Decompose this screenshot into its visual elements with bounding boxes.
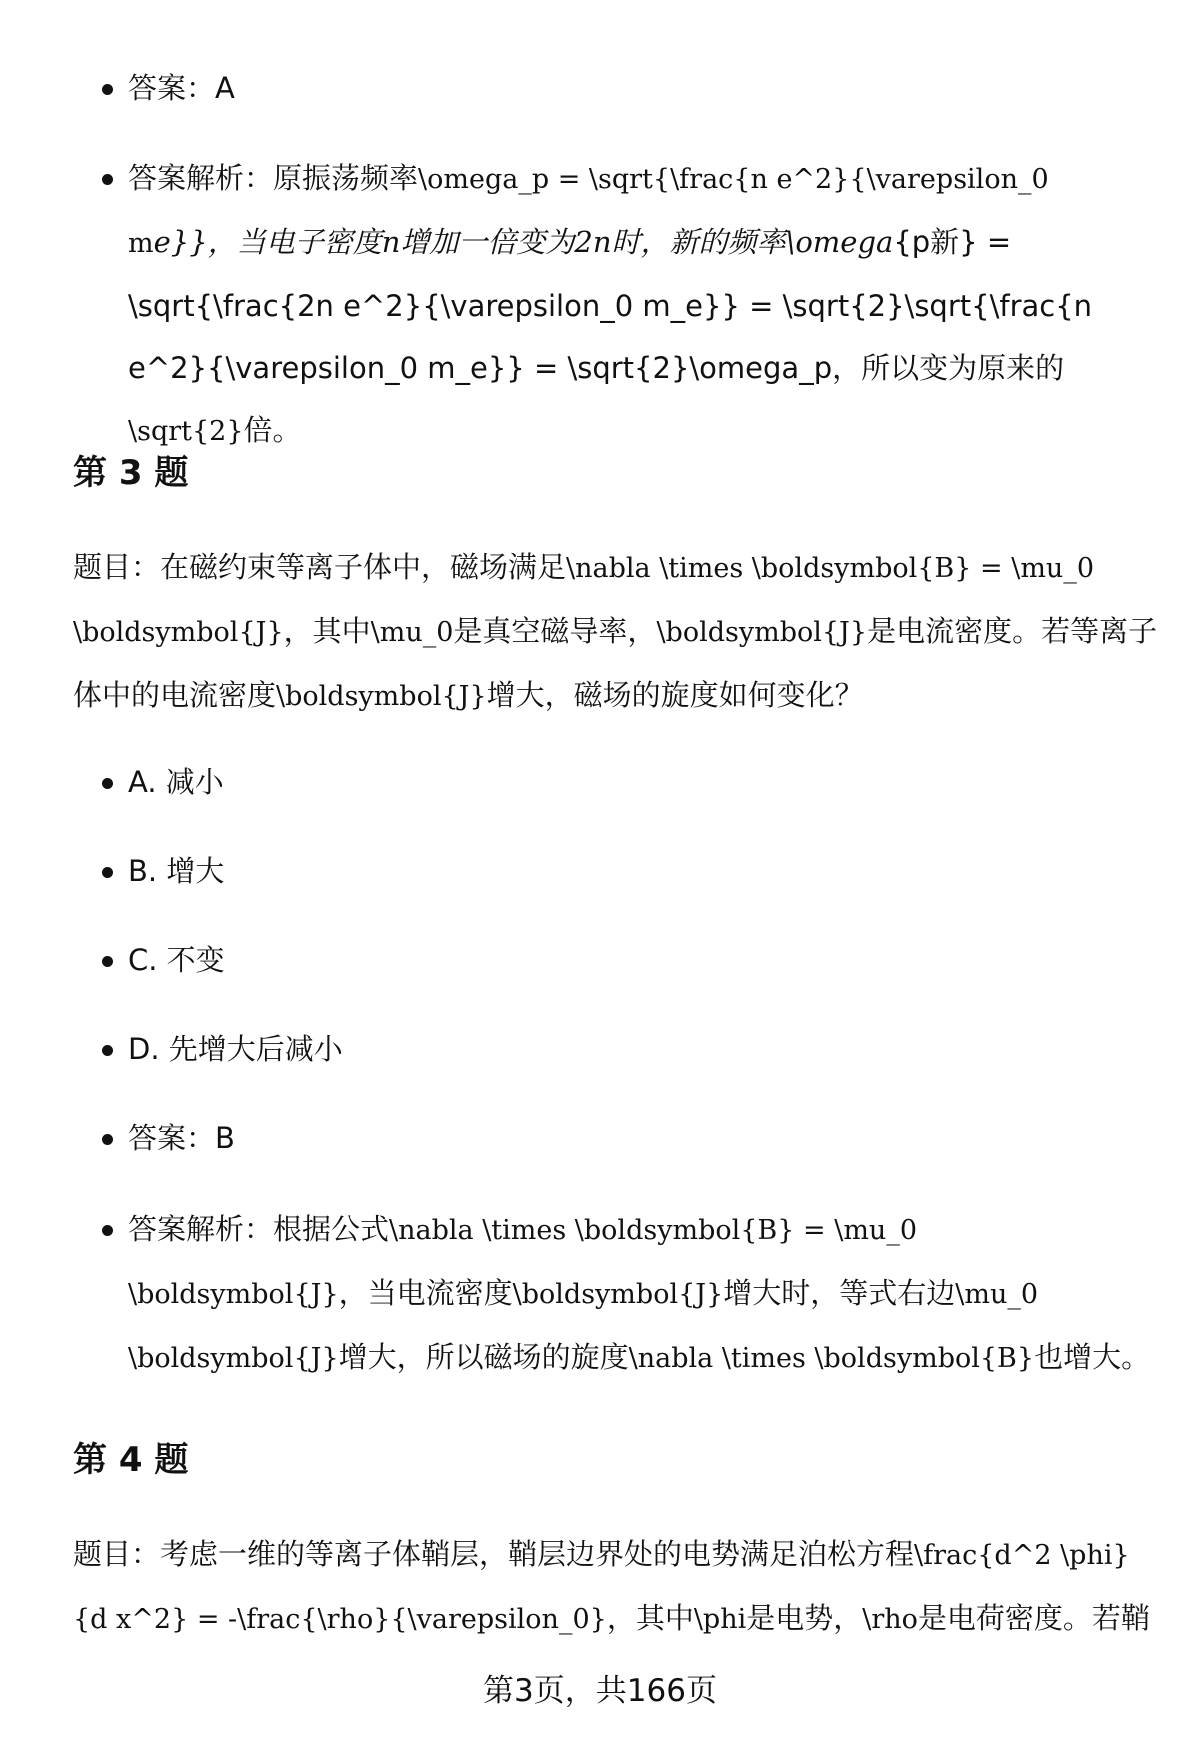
formula: \omega [785, 225, 894, 259]
analysis-text: 答案解析：根据公式 [128, 1212, 390, 1246]
option-c: C. 不变 [128, 929, 1160, 991]
formula: \sqrt{2} [128, 416, 244, 447]
q2-answer: 答案：A [128, 57, 1160, 119]
stem-text: 是电荷密度。若鞘 [917, 1601, 1150, 1635]
q3-answer: 答案：B [128, 1107, 1160, 1169]
stem-text: 是电势， [746, 1601, 863, 1635]
analysis-text: 倍。 [243, 413, 302, 447]
stem-text: ，其中 [283, 614, 371, 648]
analysis-text: 增大时，等式右边 [723, 1276, 956, 1310]
question-3-stem [73, 536, 1160, 728]
stem-text: 是真空磁导率， [453, 614, 657, 648]
stem-text: 增大，磁场的旋度如何变化？ [486, 678, 864, 712]
question-3-heading: 第 3 题 [73, 453, 189, 493]
formula: 2n [574, 225, 612, 259]
formula: n [381, 225, 401, 259]
q2-analysis [128, 147, 1160, 463]
option-a: A. 减小 [128, 751, 1160, 813]
q3-analysis [128, 1198, 1160, 1390]
question-4-stem [73, 1523, 1160, 1651]
analysis-text: 增加一倍变为 [400, 225, 575, 259]
stem-text: 题目：考虑一维的等离子体鞘层，鞘层边界处的电势满足泊松方程 [73, 1537, 915, 1571]
analysis-text: {p新} = \sqrt{\frac{2n e^2}{\varepsilon_0 m_e}} = \sqrt{2}\sqrt{\frac{n e^2}{\varepsilon_0 m_e}} = \sqrt{2}\omega_p，所以变为原来的 [128, 225, 1093, 385]
analysis-label: 答案解析：原振荡频率 [128, 161, 419, 195]
formula: e}} [153, 225, 208, 259]
formula: \nabla \times \boldsymbol{B} [628, 1343, 1035, 1374]
question-4-heading: 第 4 题 [73, 1440, 189, 1480]
formula: \rho [862, 1604, 918, 1635]
formula: \nabla \times \boldsymbol{B} = \mu_0 \boldsymbol{J} [128, 1215, 917, 1310]
option-b: B. 增大 [128, 840, 1160, 902]
stem-text: ，其中 [606, 1601, 694, 1635]
formula: \mu_0 [370, 617, 454, 648]
formula: \mu_0 \boldsymbol{J} [128, 1279, 1039, 1374]
option-d: D. 先增大后减小 [128, 1018, 1160, 1080]
formula: \nabla \times \boldsymbol{B} = \mu_0 \boldsymbol{J} [73, 553, 1094, 648]
page-footer: 第3页，共166页 [483, 1673, 717, 1709]
formula: \frac{d^2 \phi}{d x^2} = -\frac{\rho}{\varepsilon_0} [73, 1540, 1130, 1635]
stem-text: 是电流密度。若等离子体中的电流密度 [73, 614, 1158, 712]
formula: \boldsymbol{J} [276, 681, 487, 712]
formula: \phi [693, 1604, 747, 1635]
analysis-text: ，当电流密度 [338, 1276, 513, 1310]
stem-text: 题目：在磁约束等离子体中，磁场满足 [73, 550, 567, 584]
analysis-text: 增大，所以磁场的旋度 [338, 1340, 629, 1374]
analysis-text: ，当电子密度 [207, 225, 382, 259]
formula: \boldsymbol{J} [656, 617, 868, 648]
formula: \boldsymbol{J} [512, 1279, 724, 1310]
analysis-text: 也增大。 [1034, 1340, 1151, 1374]
analysis-text: 时，新的频率 [611, 225, 786, 259]
formula: \omega_p = \sqrt{\frac{n e^2}{\varepsilon_0 m [128, 164, 1049, 259]
